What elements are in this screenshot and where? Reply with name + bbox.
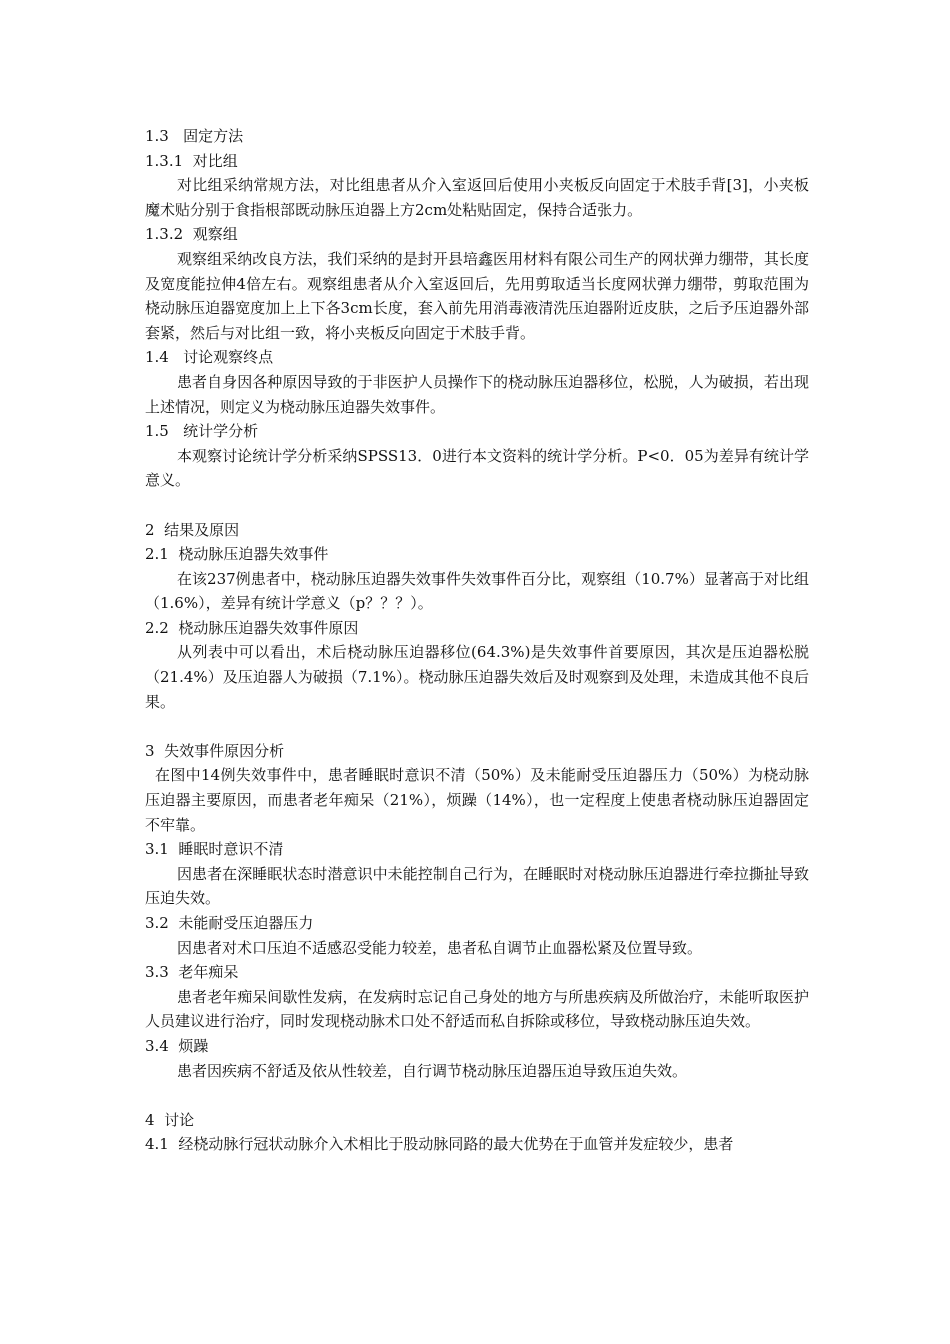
paragraph-1-4: 患者自身因各种原因导致的于非医护人员操作下的桡动脉压迫器移位，松脱，人为破损，若出现上述情况，则定义为桡动脉压迫器失效事件。: [145, 372, 809, 416]
heading-3-4: 3.4 烦躁: [145, 1036, 209, 1055]
paragraph-1-3-2: 观察组采纳改良方法，我们采纳的是封开县培鑫医用材料有限公司生产的网状弹力绷带，其长度及宽度能拉伸4倍左右。观察组患者从介入室返回后，先用剪取适当长度网状弹力绷带，剪取范围为桡动脉压迫器宽度加上上下各3cm长度，套入前先用消毒液清洗压迫器附近皮肤，之后予压迫器外部套紧，然后与对比组一致，将小夹板反向固定于术肢手背。: [145, 249, 809, 342]
heading-3-2: 3.2 未能耐受压迫器压力: [145, 914, 314, 932]
document-page: [145, 124, 809, 1157]
blank-line: [145, 1083, 809, 1108]
heading-3: 3 失效事件原因分析: [145, 741, 285, 760]
heading-1-4: 1.4 讨论观察终点: [145, 348, 274, 367]
heading-3-1: 3.1 睡眠时意识不清: [145, 840, 284, 859]
heading-2-2: 2.2 桡动脉压迫器失效事件原因: [145, 618, 359, 637]
paragraph-3-4: 患者因疾病不舒适及依从性较差，自行调节桡动脉压迫器压迫导致压迫失效。: [177, 1061, 688, 1080]
paragraph-1-3-1: 对比组采纳常规方法，对比组患者从介入室返回后使用小夹板反向固定于术肢手背[3]，小夹板魔术贴分别于食指根部既动脉压迫器上方2cm处粘贴固定，保持合适张力。: [145, 176, 809, 219]
heading-3-3: 3.3 老年痴呆: [145, 963, 239, 982]
paragraph-3-1: 因患者在深睡眠状态时潜意识中未能控制自己行为，在睡眠时对桡动脉压迫器进行牵拉撕扯导致压迫失效。: [145, 864, 809, 908]
heading-1-3-2: 1.3.2 观察组: [145, 225, 238, 244]
paragraph-3: 在图中14例失效事件中，患者睡眠时意识不清（50%）及未能耐受压迫器压力（50%）为桡动脉压迫器主要原因，而患者老年痴呆（21%），烦躁（14%），也一定程度上使患者桡动脉压迫器固定不牢靠。: [145, 766, 809, 834]
blank-line: [145, 714, 809, 739]
heading-1-3: 1.3 固定方法: [145, 127, 244, 145]
paragraph-1-5: 本观察讨论统计学分析采纳SPSS13．0进行本文资料的统计学分析。P<0．05为差异有统计学意义。: [145, 446, 809, 490]
heading-1-5: 1.5 统计学分析: [145, 422, 259, 441]
heading-2-1: 2.1 桡动脉压迫器失效事件: [145, 545, 329, 564]
heading-4: 4 讨论: [145, 1110, 195, 1129]
paragraph-3-2: 因患者对术口压迫不适感忍受能力较差，患者私自调节止血器松紧及位置导致。: [177, 938, 703, 957]
heading-4-1: 4.1 经桡动脉行冠状动脉介入术相比于股动脉同路的最大优势在于血管并发症较少，患者: [145, 1135, 734, 1154]
paragraph-3-3: 患者老年痴呆间歇性发病，在发病时忘记自己身处的地方与所患疾病及所做治疗，未能听取医护人员建议进行治疗，同时发现桡动脉术口处不舒适而私自拆除或移位，导致桡动脉压迫失效。: [145, 987, 809, 1031]
blank-line: [145, 493, 809, 518]
heading-2: 2 结果及原因: [145, 520, 240, 539]
paragraph-2-1: 在该237例患者中，桡动脉压迫器失效事件失效事件百分比，观察组（10.7%）显著高于对比组（1.6%），差异有统计学意义（p？？？）。: [145, 569, 809, 613]
paragraph-2-2: 从列表中可以看出，术后桡动脉压迫器移位(64.3%)是失效事件首要原因，其次是压迫器松脱（21.4%）及压迫器人为破损（7.1%）。桡动脉压迫器失效后及时观察到及处理，未造成其他不良后果。: [145, 643, 810, 711]
heading-1-3-1: 1.3.1 对比组: [145, 151, 238, 170]
